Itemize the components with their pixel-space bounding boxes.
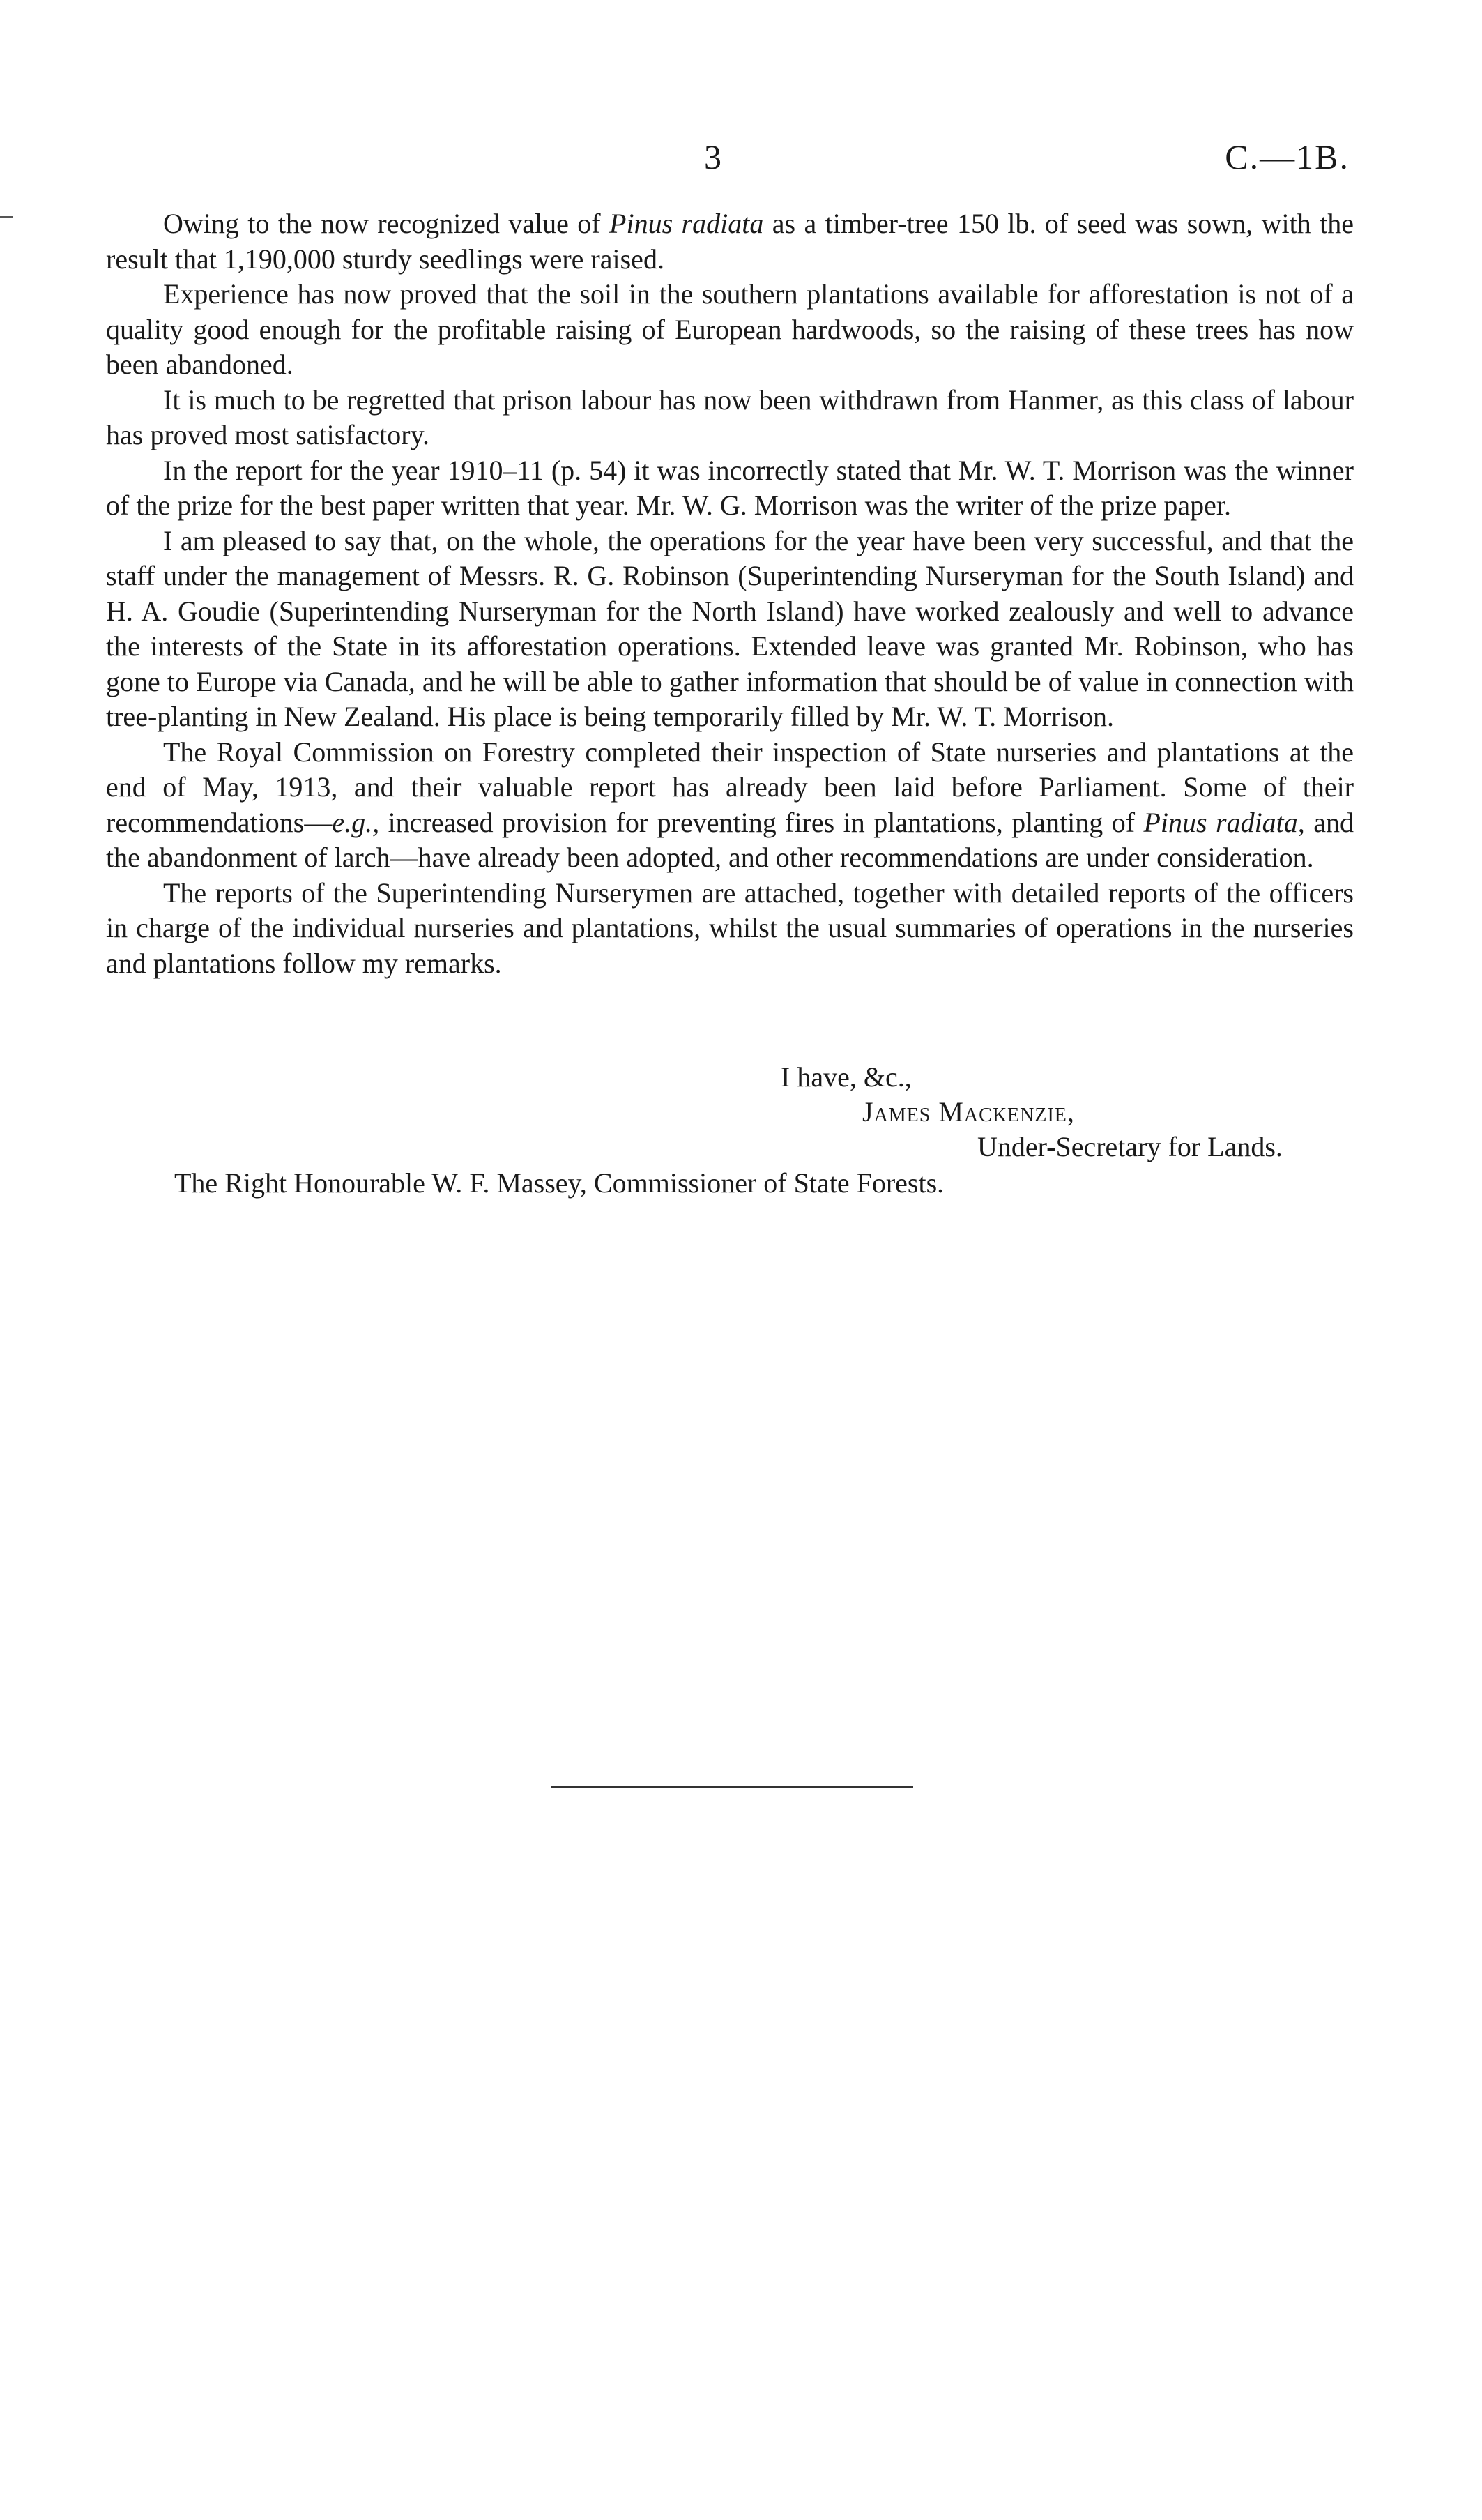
italic-text: Pinus radiata: [609, 208, 764, 239]
paragraph-text: and the abandonment of larch—have already been adopted, and other recommendations are under consideration.: [106, 806, 1354, 873]
italic-text: Pinus radiata,: [1143, 806, 1305, 838]
addressee: The Right Honourable W. F. Massey, Commissioner of State Forests.: [174, 1167, 945, 1199]
body-paragraph: [106, 277, 1354, 383]
paragraph-text: increased provision for preventing fires in plantations, planting of: [379, 806, 1144, 838]
signatory-name: James Mackenzie,: [862, 1096, 1075, 1128]
report-body: [106, 206, 1354, 981]
paragraph-text: The Royal Commission on Forestry completed their inspection of State nurseries and plantations at the end of May, 1913, and their valuable report has already been laid before Parliament. Some of their recommendations—: [106, 736, 1354, 838]
paragraph-text: as a timber-tree 150 lb. of seed was sown, with the result that 1,190,000 sturdy seedlings were raised.: [106, 208, 1354, 275]
series-code: C.—1B.: [1225, 137, 1350, 176]
paragraph-text: I am pleased to say that, on the whole, the operations for the year have been very successful, and that the staff under the management of Messrs. R. G. Robinson (Superintending Nurseryman for the South Island) and H. A. Goudie (Superintending Nurseryman for the North Island) have worked zealously and well to advance the interests of the State in its afforestation operations. Extended leave was granted Mr. Robinson, who has gone to Europe via Canada, and he will be able to gather information that should be of value in connection with tree-planting in New Zealand. His place is being temporarily filled by Mr. W. T. Morrison.: [106, 524, 1354, 732]
closing-rule: [551, 1786, 913, 1788]
paragraph-text: Experience has now proved that the soil in the southern plantations available for afforestation is not of a quality good enough for the profitable raising of European hardwoods, so the raising of these trees has now been abandoned.: [106, 278, 1354, 380]
paragraph-text: It is much to be regretted that prison labour has now been withdrawn from Hanmer, as this class of labour has proved most satisfactory.: [106, 384, 1354, 450]
margin-mark: [0, 216, 13, 218]
italic-text: e.g.,: [332, 806, 380, 838]
signatory-title: Under-Secretary for Lands.: [977, 1131, 1283, 1162]
paragraph-text: In the report for the year 1910–11 (p. 54) it was incorrectly stated that Mr. W. T. Morrison was the winner of the prize for the best paper written that year. Mr. W. G. Morrison was the writer of the prize paper.: [106, 454, 1354, 521]
paragraph-text: The reports of the Superintending Nurserymen are attached, together with detailed reports of the officers in charge of the individual nurseries and plantations, whilst the usual summaries of operations in the nurseries and plantations follow my remarks.: [106, 876, 1354, 979]
body-paragraph: [106, 383, 1354, 453]
paragraph-text: Owing to the now recognized value of: [163, 208, 610, 239]
body-paragraph: [106, 735, 1354, 876]
body-paragraph: [106, 524, 1354, 735]
salutation: I have, &c.,: [781, 1061, 912, 1093]
page-header: [0, 137, 1482, 185]
body-paragraph: [106, 876, 1354, 982]
page-number: 3: [704, 137, 721, 176]
body-paragraph: [106, 206, 1354, 277]
body-paragraph: [106, 453, 1354, 524]
